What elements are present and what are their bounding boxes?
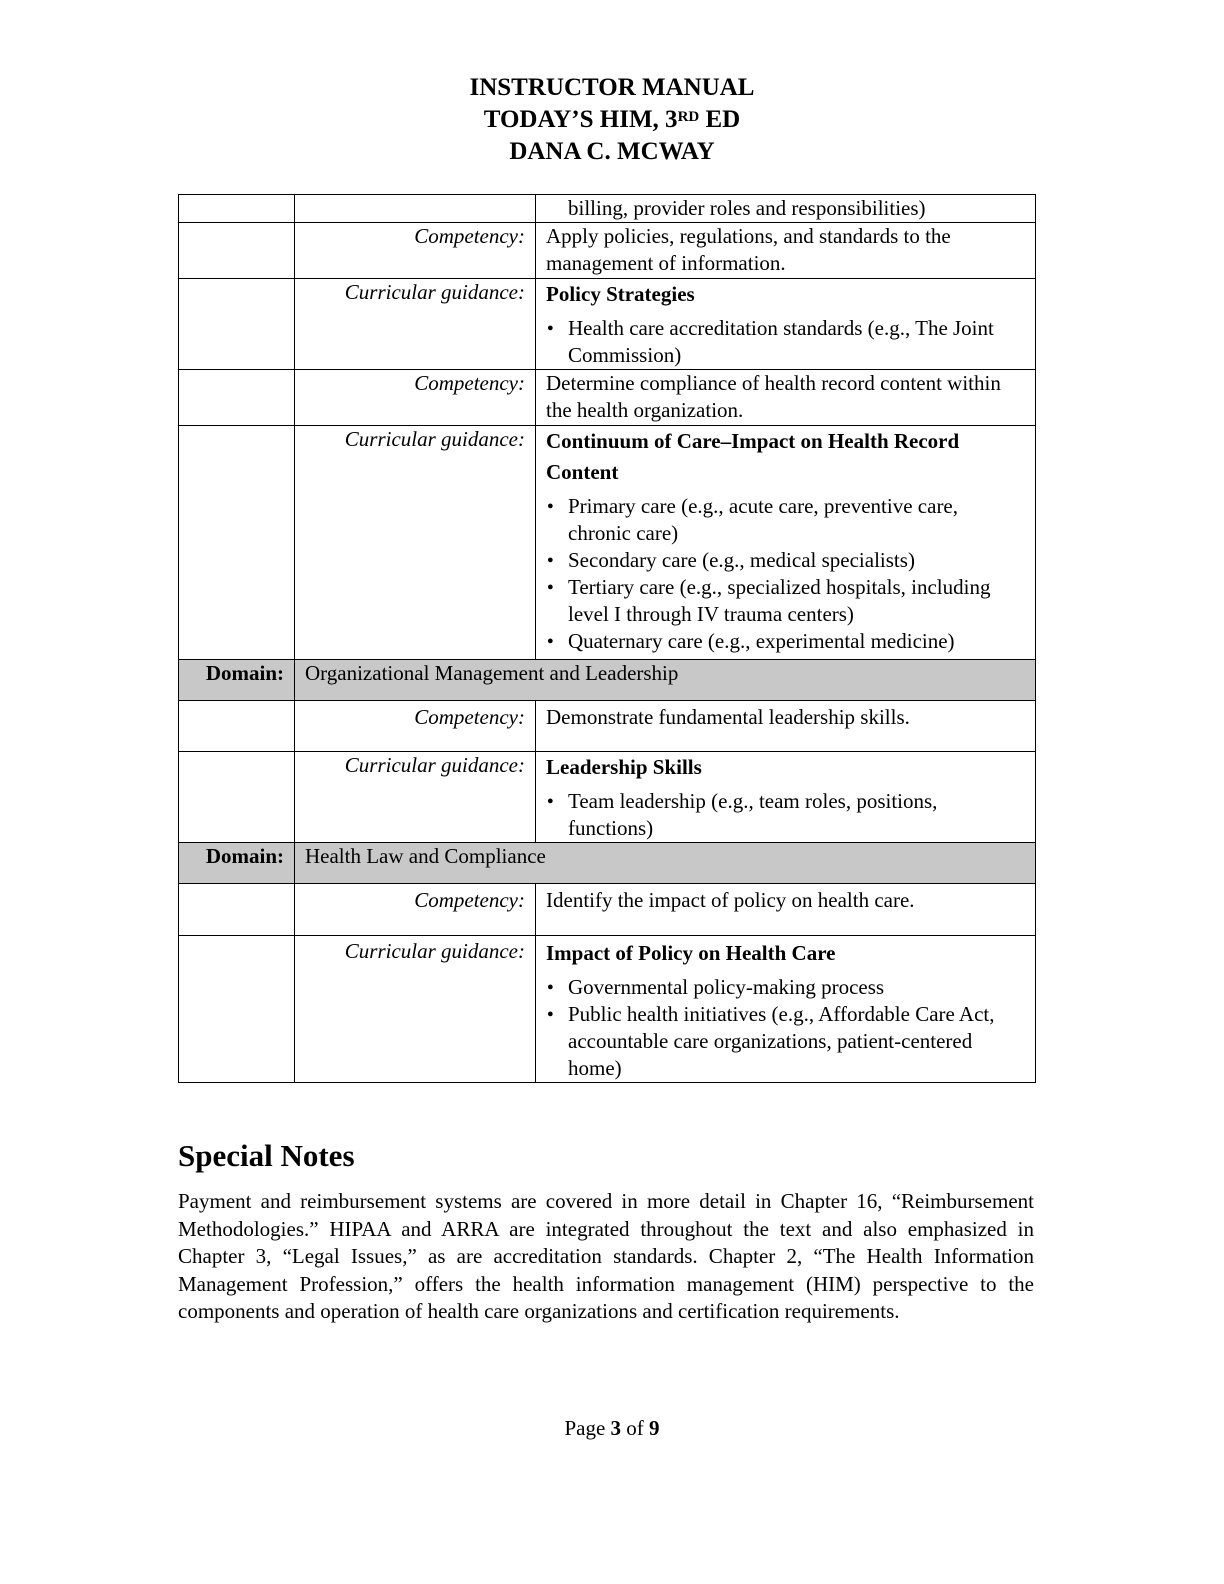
- domain-label: Domain:: [179, 660, 295, 701]
- header-edition: [0, 104, 1224, 136]
- guidance-label: Curricular guidance:: [295, 279, 536, 370]
- guidance-title: Leadership Skills: [546, 755, 702, 779]
- guidance-label: Curricular guidance:: [295, 426, 536, 660]
- domain-title: Health Law and Compliance: [295, 843, 1036, 884]
- table-row: [179, 223, 1036, 279]
- footer-of-word: of: [626, 1416, 644, 1440]
- domain-label: Domain:: [179, 843, 295, 884]
- guidance-title: Impact of Policy on Health Care: [546, 941, 836, 965]
- guidance-list: [546, 315, 1025, 369]
- table-row: [179, 884, 1036, 936]
- guidance-label: Curricular guidance:: [295, 752, 536, 843]
- guidance-list: [546, 788, 1025, 842]
- table-row: [179, 752, 1036, 843]
- list-item: ● Health care accreditation standards (e.g., The Joint Commission): [546, 315, 1025, 369]
- page-header: [0, 72, 1224, 168]
- domain-row: [179, 660, 1036, 701]
- list-item: ● Primary care (e.g., acute care, preventive care, chronic care): [546, 493, 1025, 547]
- curriculum-table: [178, 194, 1036, 1083]
- guidance-cell: [536, 752, 1036, 843]
- special-notes-body: Payment and reimbursement systems are covered in more detail in Chapter 16, “Reimbursement Methodologies.” HIPAA and ARRA are integrated throughout the text and also emphasized in Chapter 3, “Legal Issues,” as are accreditation standards. Chapter 2, “The Health Information Management Profession,” offers the health information management (HIM) perspective to the components and operation of health care organizations and certification requirements.: [178, 1189, 1034, 1323]
- competency-label: Competency:: [295, 701, 536, 752]
- list-item: ● Secondary care (e.g., medical specialists): [546, 547, 1025, 574]
- guidance-list: [546, 493, 1025, 655]
- table-row: [179, 701, 1036, 752]
- guidance-label: Curricular guidance:: [295, 936, 536, 1083]
- table-row: [179, 195, 1036, 223]
- competency-label: Competency:: [295, 884, 536, 936]
- special-notes-heading: Special Notes: [178, 1138, 355, 1173]
- list-item: ● Quaternary care (e.g., experimental medicine): [546, 628, 1025, 655]
- guidance-title: Continuum of Care–Impact on Health Record Content: [546, 429, 960, 484]
- header-title: INSTRUCTOR MANUAL: [469, 74, 755, 101]
- header-edition-sup: RD: [677, 109, 700, 125]
- competency-label: Competency:: [295, 370, 536, 426]
- guidance-cell: [536, 279, 1036, 370]
- footer-page-word: Page: [564, 1416, 606, 1440]
- domain-title: Organizational Management and Leadership: [295, 660, 1036, 701]
- list-item: ● Team leadership (e.g., team roles, positions, functions): [546, 788, 1025, 842]
- list-item: ● Governmental policy-making process: [546, 974, 1025, 1001]
- competency-text: Identify the impact of policy on health care.: [536, 884, 1036, 936]
- header-author: DANA C. MCWAY: [509, 138, 715, 165]
- table-row: [179, 370, 1036, 426]
- current-page: 3: [610, 1416, 622, 1440]
- competency-label: Competency:: [295, 223, 536, 279]
- guidance-cell: [536, 426, 1036, 660]
- total-pages: 9: [649, 1416, 660, 1440]
- competency-text: Apply policies, regulations, and standards to the management of information.: [536, 223, 1036, 279]
- competency-text: Determine compliance of health record content within the health organization.: [536, 370, 1036, 426]
- table-row: [179, 426, 1036, 660]
- list-item: ● Tertiary care (e.g., specialized hospitals, including level I through IV trauma centers): [546, 574, 1025, 628]
- guidance-title: Policy Strategies: [546, 282, 695, 306]
- header-edition-text: TODAY’S HIM, 3: [483, 106, 678, 133]
- continued-text: billing, provider roles and responsibilities): [536, 195, 1036, 223]
- table-row: [179, 936, 1036, 1083]
- guidance-cell: [536, 936, 1036, 1083]
- header-edition-suffix: ED: [699, 106, 741, 133]
- competency-text: Demonstrate fundamental leadership skills.: [536, 701, 1036, 752]
- table-row: [179, 279, 1036, 370]
- guidance-list: [546, 974, 1025, 1082]
- list-item: ● Public health initiatives (e.g., Affordable Care Act, accountable care organizations, patient-centered home): [546, 1001, 1025, 1082]
- page-footer: [0, 1416, 1224, 1441]
- domain-row: [179, 843, 1036, 884]
